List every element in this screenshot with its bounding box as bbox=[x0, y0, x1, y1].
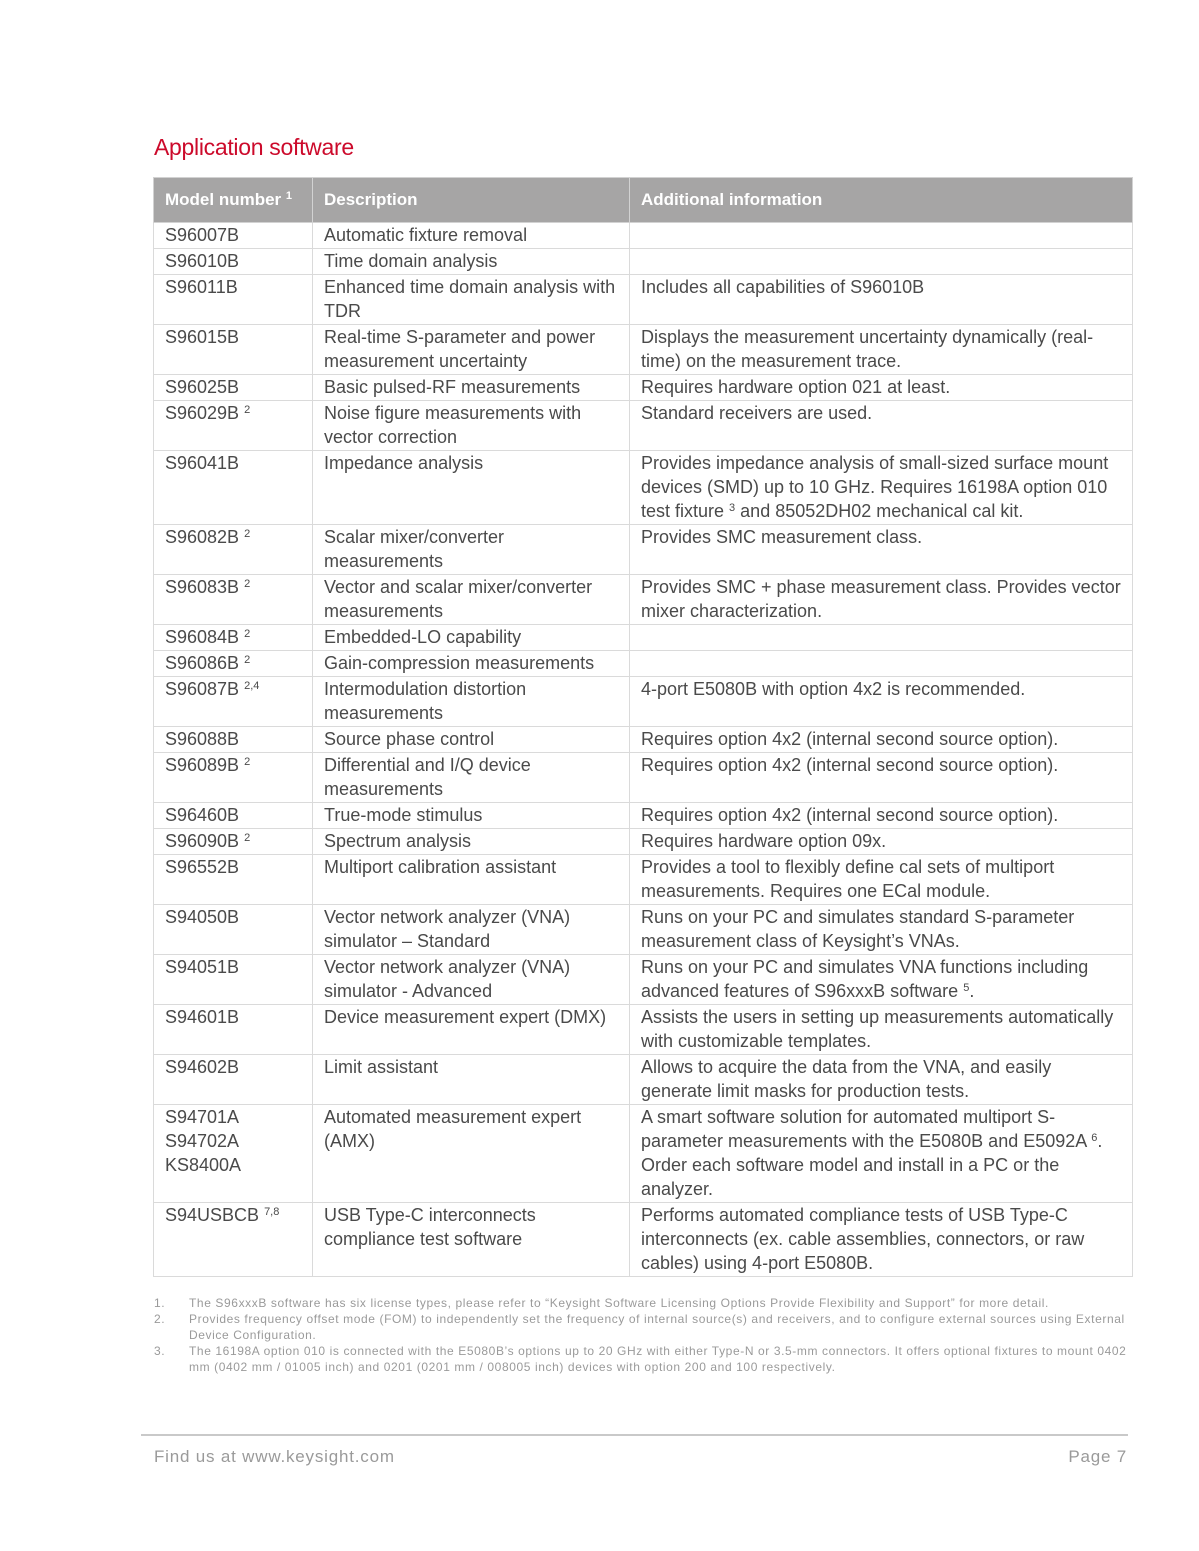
model-number: S96025B bbox=[165, 377, 240, 397]
model-cell bbox=[154, 625, 313, 651]
info-cell: Requires option 4x2 (internal second source option). bbox=[630, 727, 1133, 753]
model-cell bbox=[154, 753, 313, 803]
header-description: Description bbox=[313, 178, 630, 223]
model-cell bbox=[154, 829, 313, 855]
model-cell bbox=[154, 955, 313, 1005]
model-cell bbox=[154, 727, 313, 753]
model-number: S96015B bbox=[165, 327, 240, 347]
model-cell bbox=[154, 905, 313, 955]
model-number: S96011B bbox=[165, 277, 238, 297]
info-cell: 4-port E5080B with option 4x2 is recommended. bbox=[630, 677, 1133, 727]
info-text: Runs on your PC and simulates VNA functions including advanced features of S96xxxB software bbox=[641, 957, 1089, 1001]
model-cell bbox=[154, 375, 313, 401]
description-cell: Embedded-LO capability bbox=[313, 625, 630, 651]
footnote-ref: 2 bbox=[244, 578, 251, 590]
description-cell: Spectrum analysis bbox=[313, 829, 630, 855]
description-cell: Intermodulation distortion measurements bbox=[313, 677, 630, 727]
description-cell: Gain-compression measurements bbox=[313, 651, 630, 677]
application-software-table bbox=[153, 177, 1133, 1277]
footnote-ref: 2 bbox=[244, 756, 251, 768]
model-number: S94051B bbox=[165, 957, 240, 977]
header-model-number bbox=[154, 178, 313, 223]
info-text-after: . Order each software model and install in a PC or the analyzer. bbox=[641, 1131, 1103, 1199]
info-cell: Requires hardware option 021 at least. bbox=[630, 375, 1133, 401]
info-cell bbox=[630, 955, 1133, 1005]
description-cell: Vector network analyzer (VNA) simulator – Standard bbox=[313, 905, 630, 955]
info-cell: Provides SMC measurement class. bbox=[630, 525, 1133, 575]
table-row bbox=[154, 803, 1133, 829]
page-number: Page 7 bbox=[1068, 1447, 1127, 1466]
model-number: KS8400A bbox=[165, 1155, 242, 1175]
table-row bbox=[154, 753, 1133, 803]
table-row bbox=[154, 401, 1133, 451]
footnote-number: 2. bbox=[154, 1312, 166, 1326]
info-text: Provides impedance analysis of small-sized surface mount devices (SMD) up to 10 GHz. Requires 16198A option 010 test fixture bbox=[641, 453, 1109, 521]
info-cell bbox=[630, 249, 1133, 275]
model-cell bbox=[154, 1203, 313, 1277]
table-row bbox=[154, 855, 1133, 905]
info-text-after: . bbox=[969, 981, 975, 1001]
description-cell: Basic pulsed-RF measurements bbox=[313, 375, 630, 401]
model-number: S96082B bbox=[165, 527, 240, 547]
footer-divider bbox=[141, 1434, 1128, 1436]
model-number: S94USBCB bbox=[165, 1205, 260, 1225]
footnote-ref: 2,4 bbox=[244, 680, 260, 692]
model-number: S96460B bbox=[165, 805, 240, 825]
info-cell: Runs on your PC and simulates standard S-parameter measurement class of Keysight’s VNAs. bbox=[630, 905, 1133, 955]
description-cell: Automated measurement expert (AMX) bbox=[313, 1105, 630, 1203]
model-number: S94701A bbox=[165, 1107, 240, 1127]
info-cell: Performs automated compliance tests of USB Type-C interconnects (ex. cable assemblies, connectors, or raw cables) using 4-port E5080B. bbox=[630, 1203, 1133, 1277]
info-cell: Assists the users in setting up measurements automatically with customizable templates. bbox=[630, 1005, 1133, 1055]
table-row bbox=[154, 1105, 1133, 1203]
description-cell: Time domain analysis bbox=[313, 249, 630, 275]
description-cell: USB Type-C interconnects compliance test software bbox=[313, 1203, 630, 1277]
footnotes bbox=[154, 1295, 1129, 1375]
header-additional-info: Additional information bbox=[630, 178, 1133, 223]
model-number: S96010B bbox=[165, 251, 240, 271]
description-cell: Automatic fixture removal bbox=[313, 223, 630, 249]
info-cell: Allows to acquire the data from the VNA, and easily generate limit masks for production tests. bbox=[630, 1055, 1133, 1105]
model-cell bbox=[154, 1055, 313, 1105]
footer-website[interactable]: Find us at www.keysight.com bbox=[154, 1447, 395, 1466]
model-cell bbox=[154, 223, 313, 249]
table-row bbox=[154, 275, 1133, 325]
info-cell bbox=[630, 223, 1133, 249]
model-cell bbox=[154, 1005, 313, 1055]
info-cell: Requires option 4x2 (internal second source option). bbox=[630, 753, 1133, 803]
model-number: S94702A bbox=[165, 1131, 240, 1151]
footnote-ref: 6 bbox=[1091, 1132, 1098, 1144]
table-row bbox=[154, 1203, 1133, 1277]
model-number: S96084B bbox=[165, 627, 240, 647]
model-number: S96086B bbox=[165, 653, 240, 673]
model-number: S96087B bbox=[165, 679, 240, 699]
model-number: S96007B bbox=[165, 225, 240, 245]
table-row bbox=[154, 829, 1133, 855]
info-cell: Requires hardware option 09x. bbox=[630, 829, 1133, 855]
table-row bbox=[154, 451, 1133, 525]
model-number: S96089B bbox=[165, 755, 240, 775]
info-cell: Requires option 4x2 (internal second source option). bbox=[630, 803, 1133, 829]
model-number: S96083B bbox=[165, 577, 240, 597]
model-cell bbox=[154, 651, 313, 677]
model-cell bbox=[154, 803, 313, 829]
model-cell bbox=[154, 249, 313, 275]
footnote-text: The 16198A option 010 is connected with the E5080B’s options up to 20 GHz with either Type-N or 3.5-mm connectors. It offers optional fixtures to mount 0402 mm (0402 mm / 01005 inch) and 0201 (0201 mm / 008005 inch) devices with option 200 and 100 respectively. bbox=[189, 1344, 1127, 1374]
footnote-ref: 2 bbox=[244, 404, 251, 416]
footnote-ref: 7,8 bbox=[264, 1206, 280, 1218]
description-cell: Device measurement expert (DMX) bbox=[313, 1005, 630, 1055]
table-row bbox=[154, 651, 1133, 677]
info-cell bbox=[630, 451, 1133, 525]
table-row bbox=[154, 1055, 1133, 1105]
table-row bbox=[154, 575, 1133, 625]
description-cell: Real-time S-parameter and power measurement uncertainty bbox=[313, 325, 630, 375]
description-cell: Multiport calibration assistant bbox=[313, 855, 630, 905]
model-number: S94601B bbox=[165, 1007, 240, 1027]
description-cell: Vector network analyzer (VNA) simulator - Advanced bbox=[313, 955, 630, 1005]
info-cell bbox=[630, 1105, 1133, 1203]
table-row bbox=[154, 727, 1133, 753]
model-cell bbox=[154, 677, 313, 727]
footnote-number: 3. bbox=[154, 1344, 166, 1358]
table-row bbox=[154, 375, 1133, 401]
footnote bbox=[154, 1343, 1129, 1375]
header-model-sup: 1 bbox=[285, 190, 293, 202]
info-cell: Standard receivers are used. bbox=[630, 401, 1133, 451]
description-cell: Impedance analysis bbox=[313, 451, 630, 525]
model-number: S96088B bbox=[165, 729, 240, 749]
model-cell bbox=[154, 275, 313, 325]
model-cell bbox=[154, 855, 313, 905]
table-row bbox=[154, 223, 1133, 249]
footnote-ref: 5 bbox=[963, 982, 970, 994]
footnote-ref: 3 bbox=[729, 502, 736, 514]
info-cell: Includes all capabilities of S96010B bbox=[630, 275, 1133, 325]
footnote-ref: 2 bbox=[244, 654, 251, 666]
model-cell bbox=[154, 401, 313, 451]
description-cell: True-mode stimulus bbox=[313, 803, 630, 829]
table-row bbox=[154, 1005, 1133, 1055]
footnote-number: 1. bbox=[154, 1296, 166, 1310]
model-number: S94602B bbox=[165, 1057, 240, 1077]
info-cell bbox=[630, 625, 1133, 651]
model-cell bbox=[154, 1105, 313, 1203]
model-number: S96552B bbox=[165, 857, 240, 877]
footnote-ref: 2 bbox=[244, 832, 251, 844]
footnote-text: Provides frequency offset mode (FOM) to independently set the frequency of internal source(s) and receivers, and to configure external sources using External Device Configuration. bbox=[189, 1312, 1125, 1342]
table-row bbox=[154, 955, 1133, 1005]
model-number: S96041B bbox=[165, 453, 240, 473]
info-cell bbox=[630, 651, 1133, 677]
description-cell: Vector and scalar mixer/converter measurements bbox=[313, 575, 630, 625]
model-cell bbox=[154, 525, 313, 575]
info-cell: Provides SMC + phase measurement class. Provides vector mixer characterization. bbox=[630, 575, 1133, 625]
model-number: S96029B bbox=[165, 403, 240, 423]
model-number: S94050B bbox=[165, 907, 240, 927]
model-cell bbox=[154, 451, 313, 525]
model-cell bbox=[154, 325, 313, 375]
table-row bbox=[154, 677, 1133, 727]
table-row bbox=[154, 625, 1133, 651]
section-title: Application software bbox=[154, 134, 354, 160]
description-cell: Noise figure measurements with vector correction bbox=[313, 401, 630, 451]
footnote bbox=[154, 1311, 1129, 1343]
description-cell: Enhanced time domain analysis with TDR bbox=[313, 275, 630, 325]
table-row bbox=[154, 249, 1133, 275]
description-cell: Limit assistant bbox=[313, 1055, 630, 1105]
model-cell bbox=[154, 575, 313, 625]
description-cell: Differential and I/Q device measurements bbox=[313, 753, 630, 803]
table-row bbox=[154, 325, 1133, 375]
header-model-label: Model number bbox=[165, 190, 282, 209]
table-row bbox=[154, 525, 1133, 575]
info-cell: Provides a tool to flexibly define cal sets of multiport measurements. Requires one ECal module. bbox=[630, 855, 1133, 905]
footnote-ref: 2 bbox=[244, 528, 251, 540]
footnote-ref: 2 bbox=[244, 628, 251, 640]
info-cell: Displays the measurement uncertainty dynamically (real-time) on the measurement trace. bbox=[630, 325, 1133, 375]
description-cell: Scalar mixer/converter measurements bbox=[313, 525, 630, 575]
description-cell: Source phase control bbox=[313, 727, 630, 753]
table-header-row bbox=[154, 178, 1133, 223]
info-text: A smart software solution for automated multiport S-parameter measurements with the E5080B and E5092A bbox=[641, 1107, 1087, 1151]
model-number: S96090B bbox=[165, 831, 240, 851]
footnote bbox=[154, 1295, 1129, 1311]
footnote-text: The S96xxxB software has six license types, please refer to “Keysight Software Licensing Options Provide Flexibility and Support” for more detail. bbox=[189, 1296, 1049, 1310]
table-row bbox=[154, 905, 1133, 955]
info-text-after: and 85052DH02 mechanical cal kit. bbox=[735, 501, 1024, 521]
